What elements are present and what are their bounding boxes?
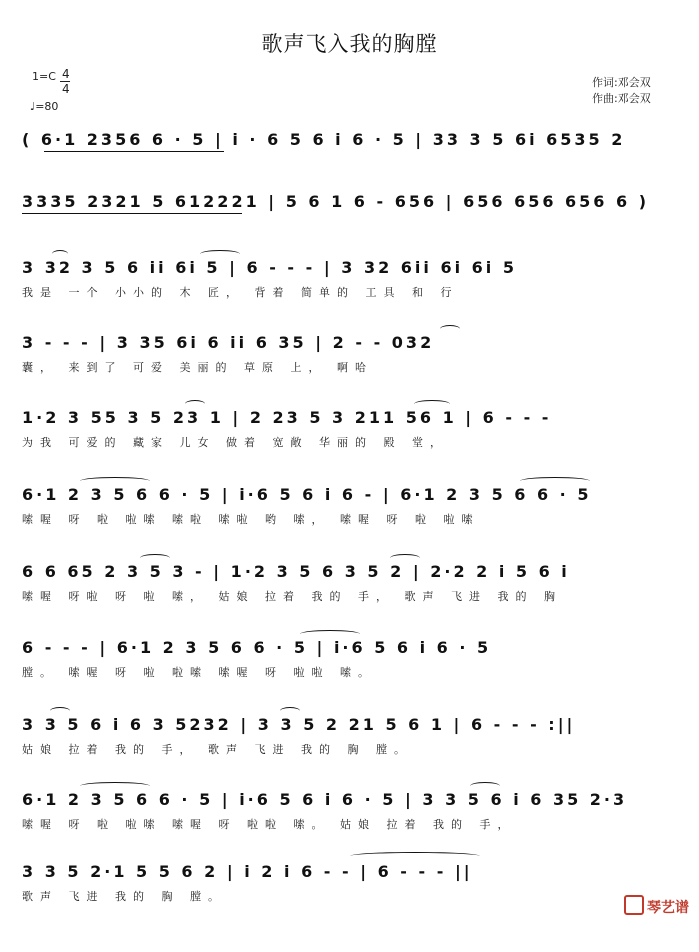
watermark-text: 琴艺谱 bbox=[647, 900, 689, 916]
lyric-line: 歌声 飞进 我的 胸 膛。 bbox=[22, 890, 226, 903]
slur-arc bbox=[280, 707, 300, 715]
notation-line: 3 3 5 6 i 6 3 5232 | 3 3 5 2 21 5 6 1 | 6 - - - :|| bbox=[22, 715, 576, 734]
lyric-line: 嗦喔 呀 啦 啦嗦 嗦喔 呀 啦啦 嗦。 姑娘 拉着 我的 手， bbox=[22, 818, 516, 831]
lyricist-credit: 作词:邓会双 bbox=[592, 76, 651, 89]
notation-line: 3 - - - | 3 35 6i 6 ii 6 35 | 2 - - 032 bbox=[22, 333, 435, 352]
notation-line: 3335 2321 5 612221 | 5 6 1 6 - 656 | 656 656 656 6 ) bbox=[22, 192, 650, 211]
beat-underline bbox=[44, 151, 224, 152]
notation-line: 1·2 3 55 3 5 23 1 | 2 23 5 3 211 56 1 | 6 - - - bbox=[22, 408, 552, 427]
notation-line: 3 32 3 5 6 ii 6i 5 | 6 - - - | 3 32 6ii 6i 6i 5 bbox=[22, 258, 517, 277]
time-signature-top: 4 bbox=[62, 67, 70, 81]
slur-arc bbox=[140, 554, 170, 562]
slur-arc bbox=[80, 782, 150, 790]
tie-arc bbox=[350, 852, 480, 860]
staff-row bbox=[0, 862, 699, 952]
notation-line: 6 6 65 2 3 5 3 - | 1·2 3 5 6 3 5 2 | 2·2 2 i 5 6 i bbox=[22, 562, 570, 581]
song-title: 歌声飞入我的胸膛 bbox=[261, 32, 438, 56]
tempo-marking: ♩=80 bbox=[30, 100, 59, 113]
notation-line: 3 3 5 2·1 5 5 6 2 | i 2 i 6 - - | 6 - - - || bbox=[22, 862, 473, 881]
composer-credit: 作曲:邓会双 bbox=[592, 92, 651, 105]
slur-arc bbox=[300, 630, 360, 638]
lyric-line: 嗦喔 呀啦 呀 啦 嗦， 姑娘 拉着 我的 手， 歌声 飞进 我的 胸 bbox=[22, 590, 562, 603]
slur-arc bbox=[440, 325, 460, 333]
slur-arc bbox=[185, 400, 205, 408]
slur-arc bbox=[200, 250, 240, 258]
lyric-line: 膛。 嗦喔 呀 啦 啦嗦 嗦喔 呀 啦啦 嗦。 bbox=[22, 666, 376, 679]
slur-arc bbox=[80, 477, 150, 485]
time-signature-line bbox=[60, 81, 70, 82]
slur-arc bbox=[520, 477, 590, 485]
slur-arc bbox=[390, 554, 420, 562]
slur-arc bbox=[470, 782, 500, 790]
beat-underline bbox=[22, 213, 242, 214]
lyric-line: 嗦喔 呀 啦 啦嗦 嗦啦 嗦啦 哟 嗦， 嗦喔 呀 啦 啦嗦 bbox=[22, 513, 480, 526]
slur-arc bbox=[52, 250, 68, 258]
lyric-line: 为我 可爱的 藏家 儿女 做着 宽敞 华丽的 殿 堂， bbox=[22, 436, 448, 449]
watermark bbox=[624, 895, 689, 917]
notation-line: 6·1 2 3 5 6 6 · 5 | i·6 5 6 i 6 - | 6·1 2 3 5 6 6 · 5 bbox=[22, 485, 592, 504]
time-signature-bottom: 4 bbox=[62, 82, 70, 96]
notation-line: 6·1 2 3 5 6 6 · 5 | i·6 5 6 i 6 · 5 | 3 3 5 6 i 6 35 2·3 bbox=[22, 790, 628, 809]
watermark-logo-icon bbox=[624, 895, 644, 915]
lyric-line: 囊， 来到了 可爱 美丽的 草原 上， 啊哈 bbox=[22, 361, 373, 374]
key-signature: 1=C bbox=[32, 70, 56, 83]
slur-arc bbox=[414, 400, 450, 408]
lyric-line: 姑娘 拉着 我的 手， 歌声 飞进 我的 胸 膛。 bbox=[22, 743, 412, 756]
slur-arc bbox=[50, 707, 70, 715]
notation-line: 6 - - - | 6·1 2 3 5 6 6 · 5 | i·6 5 6 i 6 · 5 bbox=[22, 638, 492, 657]
notation-line: ( 6·1 2356 6 · 5 | i · 6 5 6 i 6 · 5 | 33 3 5 6i 6535 2 bbox=[22, 130, 626, 149]
lyric-line: 我是 一个 小小的 木 匠， 背着 简单的 工具 和 行 bbox=[22, 286, 459, 299]
